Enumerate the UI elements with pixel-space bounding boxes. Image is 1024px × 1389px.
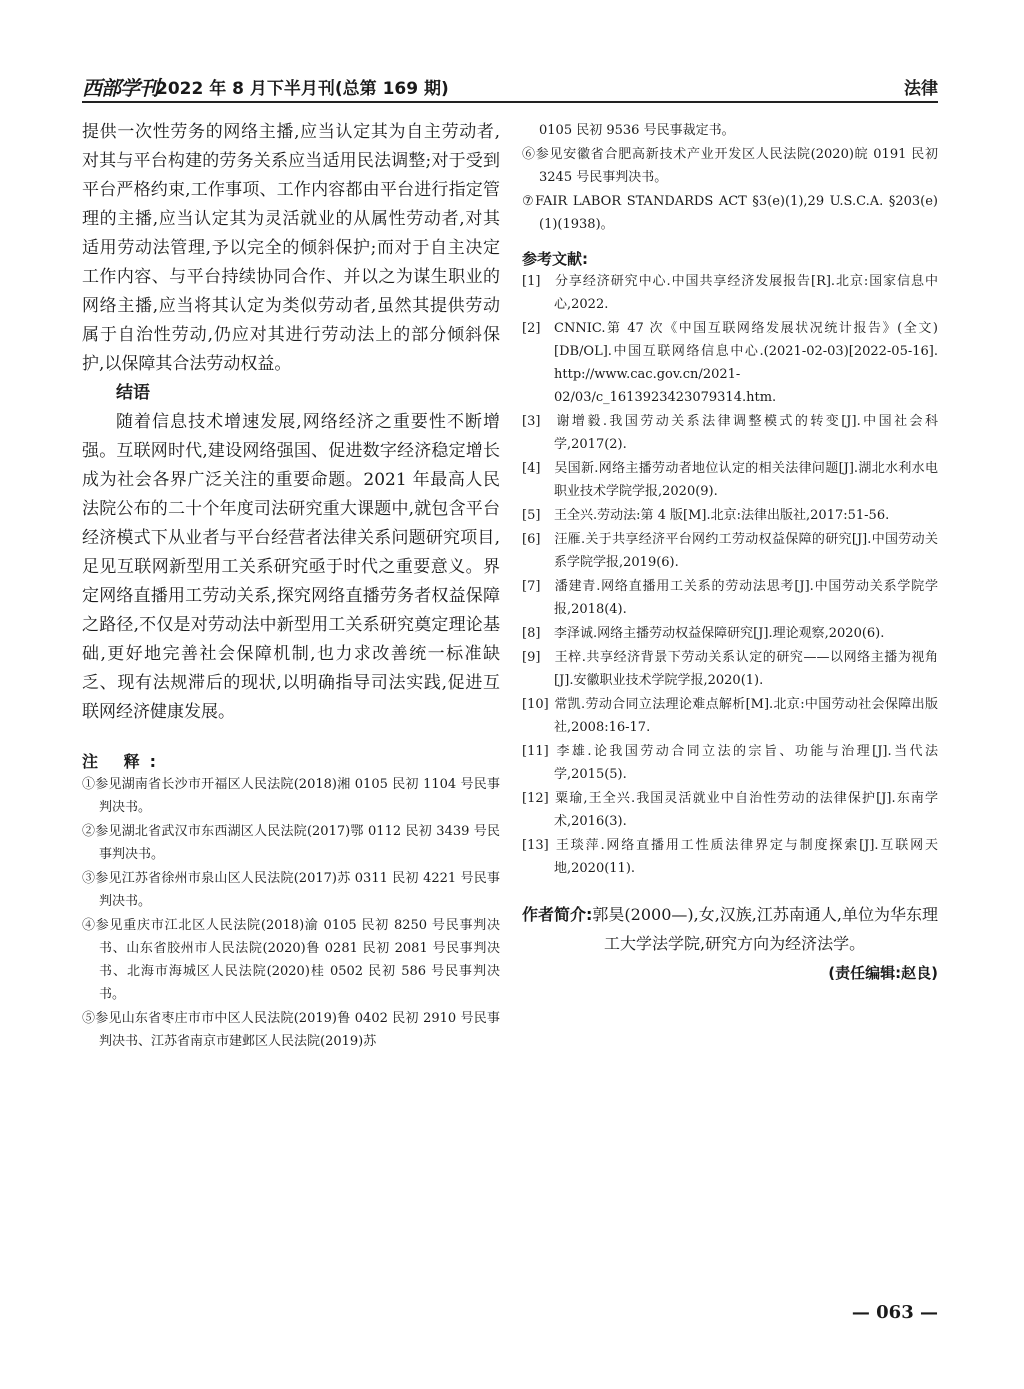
- reference-number: [12]: [522, 791, 549, 806]
- reference-number: [1]: [522, 274, 541, 289]
- reference-item: [522, 270, 938, 316]
- reference-item: [522, 575, 938, 621]
- reference-item: [522, 410, 938, 456]
- reference-text: 李泽诚.网络主播劳动权益保障研究[J].理论观察,2020(6).: [554, 626, 885, 641]
- reference-number: [7]: [522, 579, 541, 594]
- reference-text: 粟瑜,王全兴.我国灵活就业中自治性劳动的法律保护[J].东南学术,2016(3).: [554, 791, 938, 829]
- reference-item: [522, 834, 938, 880]
- running-header: [82, 72, 938, 98]
- reference-text: 吴国新.网络主播劳动者地位认定的相关法律问题[J].湖北水利水电职业技术学院学报,2020(9).: [554, 461, 938, 499]
- reference-text: 汪雁.关于共享经济平台网约工劳动权益保障的研究[J].中国劳动关系学院学报,2019(6).: [554, 532, 938, 570]
- reference-number: [6]: [522, 532, 541, 547]
- reference-item: [522, 457, 938, 503]
- reference-number: [13]: [522, 838, 549, 853]
- note-item: ④参见重庆市江北区人民法院(2018)渝 0105 民初 8250 号民事判决书、山东省胶州市人民法院(2020)鲁 0281 民初 2081 号民事判决书、北海市海城区人民法院(2020)桂 0502 民初 586 号民事判决书。: [82, 918, 500, 1002]
- reference-number: [2]: [522, 321, 541, 336]
- reference-number: [5]: [522, 508, 541, 523]
- body-paragraph: 提供一次性劳务的网络主播,应当认定其为自主劳动者,对其与平台构建的劳务关系应当适用民法调整;对于受到平台严格约束,工作事项、工作内容都由平台进行指定管理的主播,应当认定其为灵活就业的从属性劳动者,对其适用劳动法管理,予以完全的倾斜保护;而对于自主决定工作内容、与平台持续协同合作、并以之为谋生职业的网络主播,应当将其认定为类似劳动者,虽然其提供劳动属于自治性劳动,仍应对其进行劳动法上的部分倾斜保护,以保障其合法劳动权益。: [82, 122, 500, 374]
- references-list: [522, 270, 938, 880]
- author-label: 作者简介:: [522, 905, 593, 924]
- reference-number: [3]: [522, 414, 541, 429]
- reference-item: [522, 787, 938, 833]
- body-text: [82, 118, 500, 727]
- references-title: 参考文献:: [522, 250, 588, 268]
- reference-item: [522, 646, 938, 692]
- reference-text: 王琰萍.网络直播用工性质法律界定与制度探索[J].互联网天地,2020(11).: [554, 838, 938, 876]
- reference-item: [522, 504, 938, 527]
- note-item: ①参见湖南省长沙市开福区人民法院(2018)湘 0105 民初 1104 号民事判决书。: [82, 777, 500, 815]
- reference-text: 王梓.共享经济背景下劳动关系认定的研究——以网络主播为视角[J].安徽职业技术学院学报,2020(1).: [554, 650, 938, 688]
- reference-number: [11]: [522, 744, 549, 759]
- note-continued: 0105 民初 9536 号民事裁定书。: [539, 123, 735, 138]
- reference-item: [522, 528, 938, 574]
- reference-text: CNNIC.第 47 次《中国互联网络发展状况统计报告》(全文)[DB/OL].中国互联网络信息中心.(2021-02-03)[2022-05-16]. http://www.cac.gov.cn/2021-02/03/c_1613923423079314.htm.: [554, 321, 938, 405]
- journal-logo: 西部学刊: [82, 76, 158, 100]
- section-name: 法律: [904, 79, 938, 99]
- reference-number: [10]: [522, 697, 549, 712]
- note-item: ③参见江苏省徐州市泉山区人民法院(2017)苏 0311 民初 4221 号民事判决书。: [82, 871, 500, 909]
- author-text: 郭昊(2000—),女,汉族,江苏南通人,单位为华东理工大学法学院,研究方向为经济法学。: [592, 905, 938, 953]
- reference-text: 李雄.论我国劳动合同立法的宗旨、功能与治理[J].当代法学,2015(5).: [554, 744, 938, 782]
- page-number: — 063 —: [851, 1302, 938, 1323]
- author-bio: [522, 900, 938, 958]
- conclusion-paragraph: 随着信息技术增速发展,网络经济之重要性不断增强。互联网时代,建设网络强国、促进数字经济稳定增长成为社会各界广泛关注的重要命题。2021 年最高人民法院公布的二十个年度司法研究重大课题中,就包含平台经济模式下从业者与平台经营者法律关系问题研究项目,足见互联网新型用工关系研究亟于时代之重要意义。界定网络直播用工劳动关系,探究网络直播劳务者权益保障之路径,不仅是对劳动法中新型用工关系研究奠定理论基础,更好地完善社会保障机制,也力求改善统一标准缺乏、现有法规滞后的现状,以明确指导司法实践,促进互联网经济健康发展。: [82, 412, 500, 722]
- reference-text: 分享经济研究中心.中国共享经济发展报告[R].北京:国家信息中心,2022.: [554, 274, 938, 312]
- responsible-editor: (责任编辑:赵良): [828, 964, 938, 982]
- reference-number: [9]: [522, 650, 541, 665]
- note-item: ⑥参见安徽省合肥高新技术产业开发区人民法院(2020)皖 0191 民初 3245 号民事判决书。: [522, 147, 938, 185]
- right-column: [522, 118, 938, 983]
- notes-title: 注 释:: [82, 752, 166, 771]
- reference-number: [8]: [522, 626, 541, 641]
- reference-item: [522, 622, 938, 645]
- reference-item: [522, 693, 938, 739]
- reference-text: 王全兴.劳动法:第 4 版[M].北京:法律出版社,2017:51-56.: [554, 508, 890, 523]
- note-item: ⑤参见山东省枣庄市市中区人民法院(2019)鲁 0402 民初 2910 号民事判决书、江苏省南京市建邺区人民法院(2019)苏: [82, 1011, 500, 1049]
- conclusion-heading: 结语: [116, 383, 150, 403]
- reference-item: [522, 740, 938, 786]
- reference-text: 谢增毅.我国劳动关系法律调整模式的转变[J].中国社会科学,2017(2).: [554, 414, 938, 452]
- reference-text: 潘建青.网络直播用工关系的劳动法思考[J].中国劳动关系学院学报,2018(4).: [554, 579, 938, 617]
- reference-number: [4]: [522, 461, 541, 476]
- header-rule: [82, 101, 938, 103]
- reference-item: [522, 317, 938, 409]
- note-item: ②参见湖北省武汉市东西湖区人民法院(2017)鄂 0112 民初 3439 号民事判决书。: [82, 824, 500, 862]
- note-item: ⑦FAIR LABOR STANDARDS ACT §3(e)(1),29 U.S.C.A. §203(e)(1)(1938)。: [522, 194, 938, 232]
- left-column: [82, 118, 500, 1053]
- issue-info: 2022 年 8 月下半月刊(总第 169 期): [156, 79, 449, 99]
- reference-text: 常凯.劳动合同立法理论难点解析[M].北京:中国劳动社会保障出版社,2008:16-17.: [554, 697, 938, 735]
